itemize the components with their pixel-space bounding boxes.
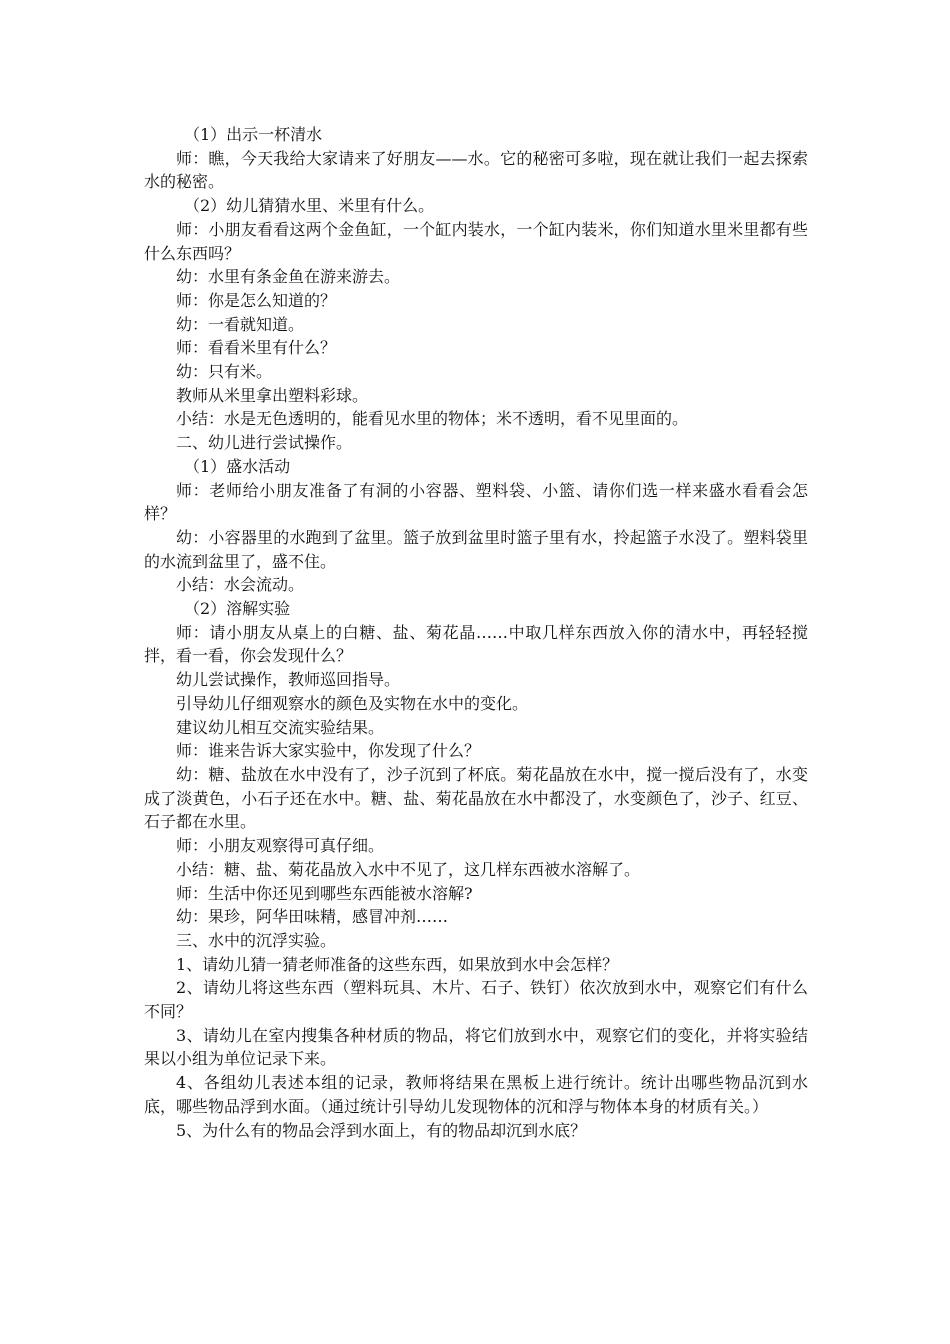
paragraph: 师：小朋友看看这两个金鱼缸，一个缸内装水，一个缸内装米，你们知道水里米里都有些什么东西吗？ [144,219,808,263]
paragraph: 小结：糖、盐、菊花晶放入水中不见了，这几样东西被水溶解了。 [176,859,641,879]
paragraph: （2）幼儿猜猜水里、米里有什么。 [184,196,435,216]
paragraph: 幼：一看就知道。 [176,314,305,334]
paragraph: 师：谁来告诉大家实验中，你发现了什么？ [176,741,481,761]
list-item: 4、各组幼儿表述本组的记录，教师将结果在黑板上进行统计。统计出哪些物品沉到水底，哪些物品浮到水面。（通过统计引导幼儿发现物体的沉和浮与物体本身的材质有关。） [144,1073,808,1116]
paragraph: 幼儿尝试操作，教师巡回指导。 [176,670,401,690]
paragraph: 幼：水里有条金鱼在游来游去。 [176,267,401,287]
paragraph: 小结：水会流动。 [176,575,305,595]
paragraph: 师：你是怎么知道的？ [176,290,337,310]
paragraph: 师：老师给小朋友准备了有洞的小容器、塑料袋、小篮、请你们选一样来盛水看看会怎样？ [144,480,808,524]
paragraph: （2）溶解实验 [184,599,291,619]
paragraph: （1）出示一杯清水 [184,125,323,144]
paragraph: 教师从米里拿出塑料彩球。 [176,385,369,405]
paragraph: 师：生活中你还见到哪些东西能被水溶解? [176,883,473,903]
list-item: 2、请幼儿将这些东西（塑料玩具、木片、石子、铁钉）依次放到水中，观察它们有什么不同？ [144,978,808,1022]
paragraph: 师：看看米里有什么？ [176,338,337,358]
paragraph: 幼：只有米。 [176,362,273,382]
paragraph: 幼：糖、盐放在水中没有了，沙子沉到了杯底。菊花晶放在水中，搅一搅后没有了，水变成了淡黄色，小石子还在水中。糖、盐、菊花晶放在水中都没了，水变颜色了，沙子、红豆、石子都在水里。 [144,764,808,832]
paragraph: 师：瞧，今天我给大家请来了好朋友——水。它的秘密可多啦，现在就让我们一起去探索水的秘密。 [144,148,808,192]
section-heading: 二、幼儿进行尝试操作。 [176,433,353,453]
document-body [144,123,808,1142]
paragraph: 师：小朋友观察得可真仔细。 [176,836,385,856]
paragraph: 幼：小容器里的水跑到了盆里。篮子放到盆里时篮子里有水，拎起篮子水没了。塑料袋里的水流到盆里了，盛不住。 [144,527,808,571]
paragraph: （1）盛水活动 [184,456,291,476]
paragraph: 幼：果珍，阿华田味精，感冒冲剂…… [176,907,449,927]
paragraph: 师：请小朋友从桌上的白糖、盐、菊花晶……中取几样东西放入你的清水中，再轻轻搅拌，看一看，你会发现什么？ [144,622,808,666]
paragraph: 小结：水是无色透明的，能看见水里的物体；米不透明，看不见里面的。 [176,409,689,429]
paragraph: 引导幼儿仔细观察水的颜色及实物在水中的变化。 [176,693,529,713]
list-item: 3、请幼儿在室内搜集各种材质的物品，将它们放到水中，观察它们的变化，并将实验结果以小组为单位记录下来。 [144,1025,808,1069]
list-item: 1、请幼儿猜一猜老师准备的这些东西，如果放到水中会怎样？ [176,954,619,974]
list-item: 5、为什么有的物品会浮到水面上，有的物品却沉到水底？ [176,1120,587,1140]
paragraph: 建议幼儿相互交流实验结果。 [176,717,385,737]
section-heading: 三、水中的沉浮实验。 [176,930,337,950]
